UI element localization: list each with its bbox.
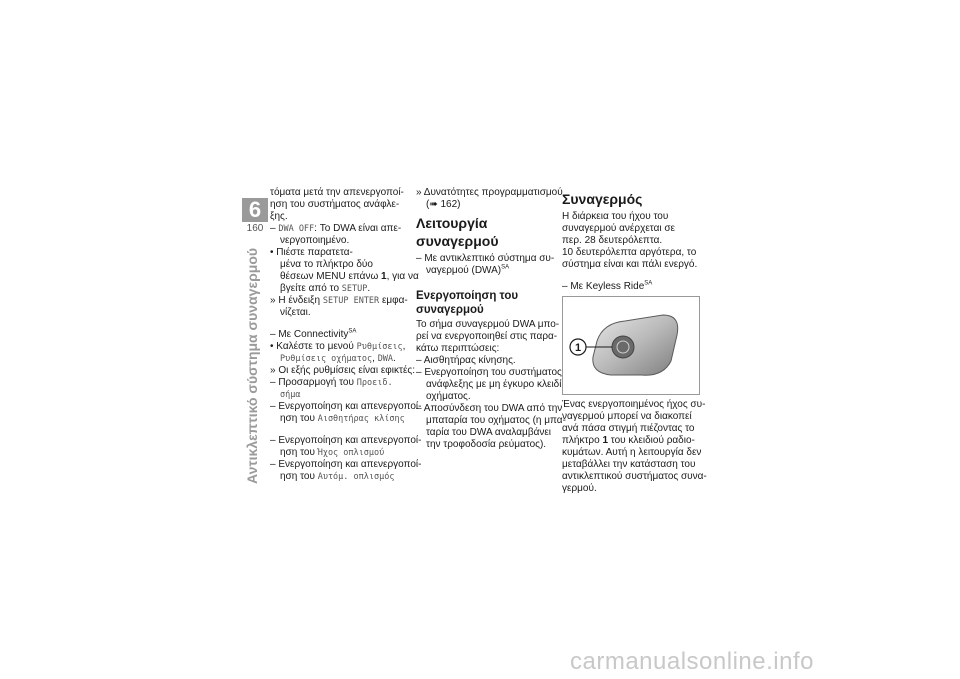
text-line: ρεί να ενεργοποιηθεί στις παρα-: [416, 331, 558, 342]
text-line: – DWA OFF: Το DWA είναι απε-: [270, 223, 402, 234]
text-line: νεργοποιημένο.: [280, 235, 350, 246]
cross-reference[interactable]: (➠ 162): [426, 199, 461, 210]
text-line: μπαταρία του οχήματος (η μπα-: [426, 415, 566, 426]
text-line: μένα το πλήκτρο δύο: [280, 259, 373, 270]
watermark: carmanualsonline.info: [570, 648, 814, 675]
text-line: ξης.: [270, 211, 288, 222]
text-line: – Προσαρμογή του Προειδ.: [270, 377, 393, 388]
key-fob-illustration: [563, 297, 699, 394]
text-line: ανάφλεξης με μη έγκυρο κλειδί: [426, 379, 562, 390]
callout-number: 1: [574, 342, 582, 354]
text-line: ναγερμού μπορεί να διακοπεί: [562, 411, 692, 422]
text-line: • Πιέστε παρατετα-: [270, 247, 353, 258]
text-line: αντικλεπτικού συστήματος συνα-: [562, 471, 707, 482]
text-line: » Οι εξής ρυθμίσεις είναι εφικτές:: [270, 365, 415, 376]
text-line: – Ενεργοποίηση και απενεργοποί-: [270, 435, 422, 446]
section-heading: Λειτουργία συναγερμού: [416, 215, 499, 249]
text-line: – Αισθητήρας κίνησης.: [416, 355, 516, 366]
text-line: – Με αντικλεπτικό σύστημα συ-: [416, 253, 555, 264]
text-line: σήμα: [280, 390, 301, 400]
text-line: συναγερμού ανέρχεται σε: [562, 223, 675, 234]
text-line: ηση του Ήχος οπλισμού: [280, 447, 385, 458]
text-line: 10 δευτερόλεπτα αργότερα, το: [562, 247, 697, 258]
text-line: γερμού.: [562, 483, 597, 494]
text-line: ηση του Αισθητήρας κλίσης: [280, 413, 405, 424]
key-fob-shape: [593, 315, 678, 375]
text-line: – Ενεργοποίηση και απενεργοποί-: [270, 401, 422, 412]
text-line: νίζεται.: [280, 307, 311, 318]
text-line: – Ενεργοποίηση του συστήματος: [416, 367, 562, 378]
text-line: σύστημα είναι και πάλι ενεργό.: [562, 259, 698, 270]
column-3: [562, 187, 707, 495]
text-line: θέσεων MENU επάνω 1, για να: [280, 271, 419, 282]
text-line: μεταβάλλει την κατάσταση του: [562, 459, 696, 470]
text-line: – Με Keyless Ride$^{SA}$: [562, 280, 653, 292]
section-heading: Συναγερμός: [562, 191, 643, 207]
text-line: – Αποσύνδεση του DWA από την: [416, 403, 563, 414]
text-line: Ρυθμίσεις οχήματος, DWA.: [280, 353, 396, 364]
text-line: περ. 28 δευτερόλεπτα.: [562, 235, 663, 246]
text-line: βγείτε από το SETUP.: [280, 283, 371, 294]
text-line: Το σήμα συναγερμού DWA μπο-: [416, 319, 560, 330]
text-line: οχήματος.: [426, 391, 471, 402]
text-line: πλήκτρο 1 του κλειδιού ραδιο-: [562, 435, 695, 446]
subsection-heading: Ενεργοποίηση του συναγερμού: [416, 290, 519, 316]
text-line: » Η ένδειξη SETUP ENTER εμφα-: [270, 295, 408, 306]
text-line: ηση του συστήματος ανάφλε-: [270, 199, 400, 210]
chapter-number: 6: [242, 198, 268, 222]
key-fob-figure: [562, 296, 700, 395]
page-number: 160: [246, 223, 264, 234]
text-line: Η διάρκεια του ήχου του: [562, 211, 669, 222]
text-line: κάτω περιπτώσεις:: [416, 343, 500, 354]
text-line: – Με Connectivity$^{SA}$: [270, 328, 357, 340]
chapter-title: Αντικλεπτικό σύστημα συναγερμού: [244, 247, 260, 484]
chapter-tab: [242, 198, 268, 236]
text-line: κυμάτων. Αυτή η λειτουργία δεν: [562, 447, 702, 458]
text-line: ναγερμού (DWA)$^{SA}$: [426, 264, 510, 276]
text-line: Ένας ενεργοποιημένος ήχος συ-: [562, 399, 706, 410]
key-fob-button: [612, 336, 634, 358]
text-line: την τροφοδοσία ρεύματος).: [426, 439, 547, 450]
column-1: [270, 187, 422, 483]
text-line: ανά πάσα στιγμή πιέζοντας το: [562, 423, 695, 434]
text-line: ηση του Αυτόμ. οπλισμός: [280, 471, 395, 482]
text-line: » Δυνατότητες προγραμματισμού: [416, 187, 563, 198]
text-line: τόματα μετά την απενεργοποί-: [270, 187, 404, 198]
column-2: [416, 187, 566, 451]
text-line: • Καλέστε το μενού Ρυθμίσεις,: [270, 341, 406, 352]
text-line: – Ενεργοποίηση και απενεργοποί-: [270, 459, 422, 470]
text-line: ταρία του DWA αναλαμβάνει: [426, 427, 552, 438]
